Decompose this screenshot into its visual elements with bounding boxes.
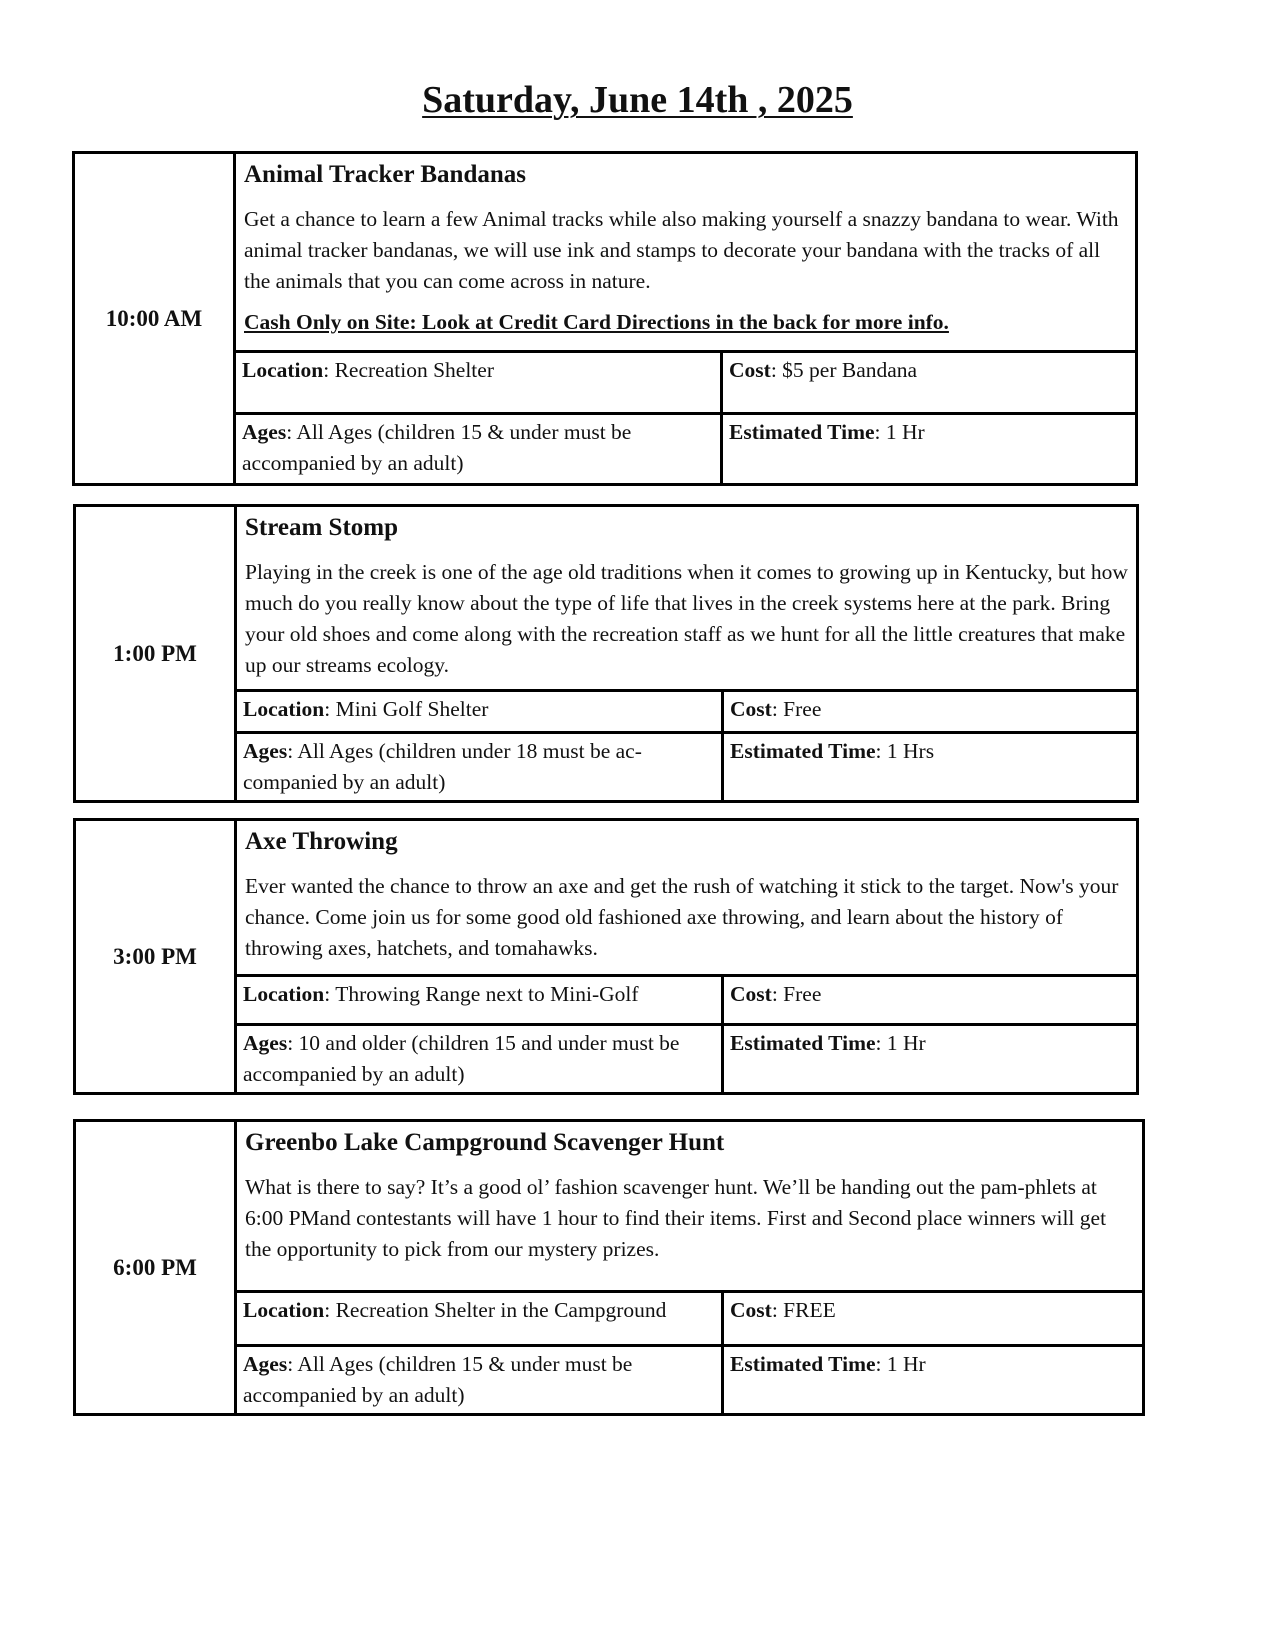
ages-value: : All Ages (children 15 & under must be accompanied by an adult) — [243, 1352, 633, 1407]
event-block — [73, 818, 1139, 1095]
info-row — [237, 977, 1136, 1024]
cost-value: : FREE — [771, 1297, 836, 1322]
event-block — [73, 504, 1139, 803]
cost-cell — [724, 977, 1136, 1024]
event-description: What is there to say? It’s a good ol’ fashion scavenger hunt. We’ll be handing out the pam-phlets at 6:00 PMand contestants will have 1 hour to find their items. First and Second place winners will get the opportunity to pick from our mystery prizes. — [245, 1175, 1107, 1261]
event-content — [237, 1122, 1142, 1413]
event-description: Ever wanted the chance to throw an axe and get the rush of watching it stick to the target. Now's your chance. Come join us for some good old fashioned axe throwing, and learn about the history of throwing axes, hatchets, and tomahawks. — [245, 874, 1119, 960]
estimated-time-value: : 1 Hrs — [875, 739, 935, 763]
location-label: Location — [243, 697, 325, 721]
ages-cell — [237, 1347, 724, 1413]
ages-cell — [237, 734, 724, 800]
ages-value: : All Ages (children 15 & under must be accompanied by an adult) — [242, 420, 632, 475]
cost-value: : $5 per Bandana — [770, 358, 918, 382]
event-time: 6:00 PM — [76, 1122, 237, 1413]
event-block — [72, 151, 1138, 486]
event-description-cell — [237, 821, 1136, 977]
ages-label: Ages — [243, 1352, 288, 1376]
location-value: : Mini Golf Shelter — [324, 697, 489, 721]
event-description-cell — [237, 507, 1136, 692]
ages-cell — [237, 1026, 724, 1092]
event-time: 3:00 PM — [76, 821, 237, 1092]
estimated-time-label: Estimated Time — [730, 1352, 876, 1376]
location-value: : Recreation Shelter in the Campground — [324, 1297, 667, 1322]
location-cell — [236, 353, 723, 412]
info-row — [237, 1293, 1142, 1345]
estimated-time-label: Estimated Time — [730, 1031, 876, 1055]
ages-value: : All Ages (children under 18 must be ac-companied by an adult) — [243, 739, 642, 794]
location-label: Location — [243, 1297, 325, 1322]
event-title: Greenbo Lake Campground Scavenger Hunt — [245, 1129, 725, 1156]
event-description: Playing in the creek is one of the age old traditions when it comes to growing up in Kentucky, but how much do you really know about the type of life that lives in the creek systems here at the park. Bring your old shoes and come along with the recreation staff as we hunt for all the little creatures that make up our streams ecology. — [245, 560, 1128, 677]
location-cell — [237, 1293, 724, 1345]
location-value: : Throwing Range next to Mini-Golf — [324, 981, 639, 1006]
info-row — [236, 412, 1135, 483]
estimated-time-cell — [724, 734, 1136, 800]
estimated-time-cell — [724, 1026, 1136, 1092]
event-description: Get a chance to learn a few Animal tracks while also making yourself a snazzy bandana to wear. With animal tracker bandanas, we will use ink and stamps to decorate your bandana with the tracks of all the animals that you can come across in nature. — [244, 207, 1119, 293]
info-row — [236, 353, 1135, 412]
estimated-time-cell — [724, 1347, 1142, 1413]
estimated-time-cell — [723, 415, 1135, 483]
estimated-time-value: : 1 Hr — [874, 420, 925, 444]
info-row — [237, 692, 1136, 731]
event-description-cell — [236, 154, 1135, 353]
event-time: 1:00 PM — [76, 507, 237, 800]
cost-label: Cost — [729, 358, 771, 382]
event-content — [236, 154, 1135, 483]
cost-value: : Free — [771, 697, 822, 721]
event-payment-note: Cash Only on Site: Look at Credit Card Directions in the back for more info. — [244, 310, 949, 334]
event-content — [237, 821, 1136, 1092]
location-cell — [237, 692, 724, 731]
info-row — [237, 731, 1136, 800]
cost-cell — [723, 353, 1135, 412]
location-value: : Recreation Shelter — [323, 358, 494, 382]
event-title: Stream Stomp — [245, 514, 399, 541]
page-title: Saturday, June 14th , 2025 — [422, 79, 853, 121]
event-block — [73, 1119, 1145, 1416]
info-row — [237, 1344, 1142, 1413]
event-title: Animal Tracker Bandanas — [244, 161, 526, 188]
cost-label: Cost — [730, 1297, 772, 1322]
ages-label: Ages — [243, 739, 288, 763]
ages-value: : 10 and older (children 15 and under must be accompanied by an adult) — [243, 1031, 680, 1086]
info-row — [237, 1023, 1136, 1092]
cost-cell — [724, 1293, 1142, 1345]
location-label: Location — [243, 981, 325, 1006]
estimated-time-value: : 1 Hr — [875, 1031, 926, 1055]
estimated-time-label: Estimated Time — [729, 420, 875, 444]
cost-cell — [724, 692, 1136, 731]
cost-label: Cost — [730, 697, 772, 721]
estimated-time-label: Estimated Time — [730, 739, 876, 763]
event-time: 10:00 AM — [75, 154, 236, 483]
cost-value: : Free — [771, 981, 822, 1006]
ages-label: Ages — [242, 420, 287, 444]
event-title: Axe Throwing — [245, 828, 398, 855]
event-description-cell — [237, 1122, 1142, 1293]
cost-label: Cost — [730, 981, 772, 1006]
ages-cell — [236, 415, 723, 483]
event-content — [237, 507, 1136, 800]
ages-label: Ages — [243, 1031, 288, 1055]
location-cell — [237, 977, 724, 1024]
location-label: Location — [242, 358, 324, 382]
estimated-time-value: : 1 Hr — [875, 1352, 926, 1376]
